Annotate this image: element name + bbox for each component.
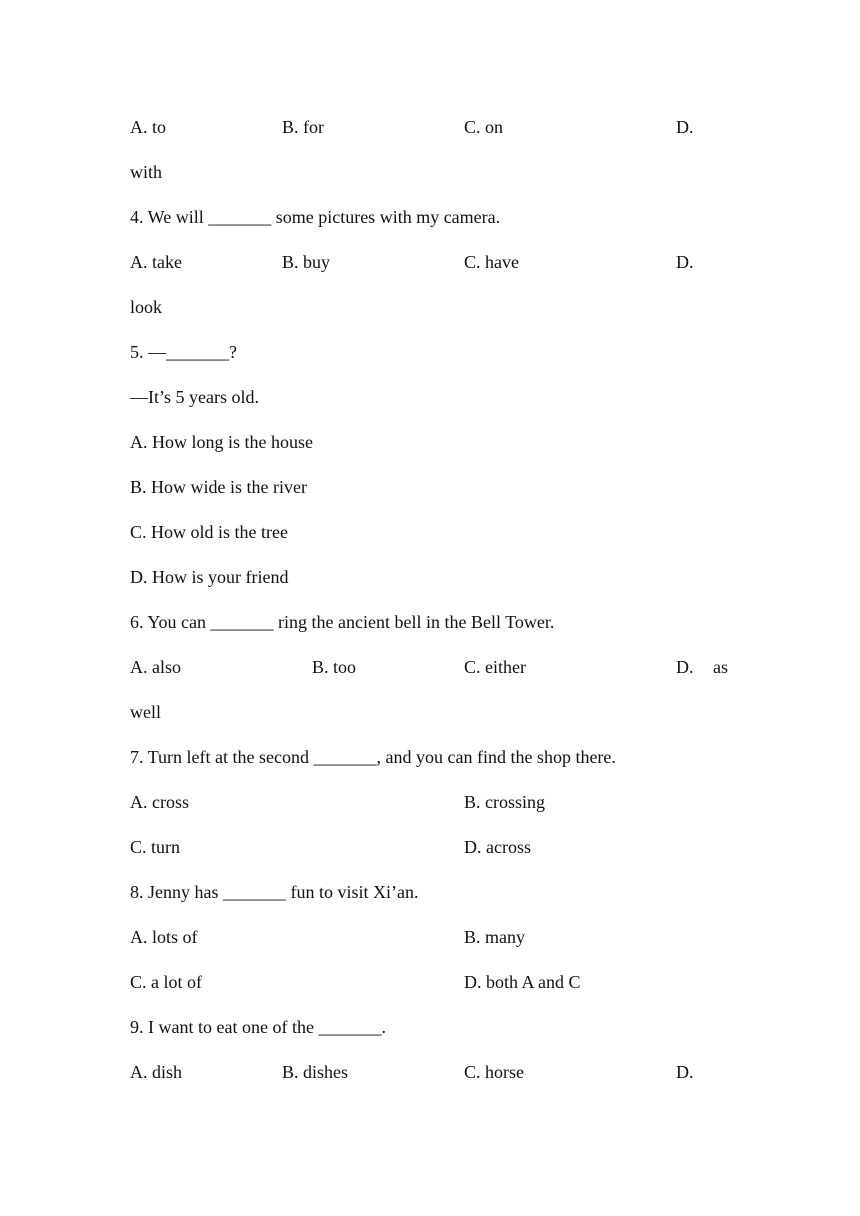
q8-option-d: D. both A and C: [464, 972, 581, 992]
q5-stem-text: 5. —_______?: [130, 342, 237, 362]
q4-stem-text: 4. We will _______ some pictures with my camera.: [130, 207, 501, 227]
q4-option-a: A. take: [130, 252, 182, 272]
q9-option-d: D.: [676, 1062, 694, 1082]
q3-option-b: B. for: [282, 117, 324, 137]
q8-options-row-2: [0, 968, 860, 996]
q7-options-row-2: [0, 833, 860, 861]
q9-option-a: A. dish: [130, 1062, 183, 1082]
q3-option-d-continuation: [0, 158, 860, 186]
q8-option-b: B. many: [464, 927, 525, 947]
q4-option-c: C. have: [464, 252, 519, 272]
q6-stem-text: 6. You can _______ ring the ancient bell in the Bell Tower.: [130, 612, 555, 632]
q9-stem: [0, 1013, 860, 1041]
q4-stem: [0, 203, 860, 231]
q5-option-c-row: [0, 518, 860, 546]
q3-option-d-text: with: [130, 162, 163, 182]
q5-answer-text: —It’s 5 years old.: [130, 387, 259, 407]
q6-option-b: B. too: [312, 657, 357, 677]
q6-option-c: C. either: [464, 657, 526, 677]
q7-option-b: B. crossing: [464, 792, 545, 812]
q8-option-a: A. lots of: [130, 927, 198, 947]
q3-option-d: D.: [676, 117, 694, 137]
q6-option-d-continuation: [0, 698, 860, 726]
q8-option-c: C. a lot of: [130, 972, 202, 992]
q7-stem: [0, 743, 860, 771]
q9-stem-text: 9. I want to eat one of the _______.: [130, 1017, 386, 1037]
q4-option-d: D.: [676, 252, 694, 272]
q5-option-c: C. How old is the tree: [130, 522, 288, 542]
q4-options-row: [0, 248, 860, 276]
q8-stem-text: 8. Jenny has _______ fun to visit Xi’an.: [130, 882, 419, 902]
q8-options-row-1: [0, 923, 860, 951]
q9-option-b: B. dishes: [282, 1062, 349, 1082]
q7-options-row-1: [0, 788, 860, 816]
q6-stem: [0, 608, 860, 636]
q5-option-a-row: [0, 428, 860, 456]
q6-option-a: A. also: [130, 657, 181, 677]
q7-option-c: C. turn: [130, 837, 181, 857]
q5-option-a: A. How long is the house: [130, 432, 313, 452]
q7-stem-text: 7. Turn left at the second _______, and you can find the shop there.: [130, 747, 616, 767]
q6-option-d: D.: [676, 657, 694, 677]
q6-option-d-text: well: [130, 702, 161, 722]
q7-option-d: D. across: [464, 837, 531, 857]
q6-option-d-word: as: [713, 657, 728, 677]
q7-option-a: A. cross: [130, 792, 189, 812]
q4-option-b: B. buy: [282, 252, 331, 272]
q9-options-row: [0, 1058, 860, 1086]
q9-option-c: C. horse: [464, 1062, 524, 1082]
q5-answer-line: [0, 383, 860, 411]
q3-option-c: C. on: [464, 117, 504, 137]
q4-option-d-continuation: [0, 293, 860, 321]
q5-option-d-row: [0, 563, 860, 591]
q3-options-row: [0, 113, 860, 141]
q5-stem: [0, 338, 860, 366]
q5-option-b-row: [0, 473, 860, 501]
q5-option-b: B. How wide is the river: [130, 477, 307, 497]
q8-stem: [0, 878, 860, 906]
q6-options-row: [0, 653, 860, 681]
q5-option-d: D. How is your friend: [130, 567, 289, 587]
q3-option-a: A. to: [130, 117, 166, 137]
q4-option-d-text: look: [130, 297, 163, 317]
